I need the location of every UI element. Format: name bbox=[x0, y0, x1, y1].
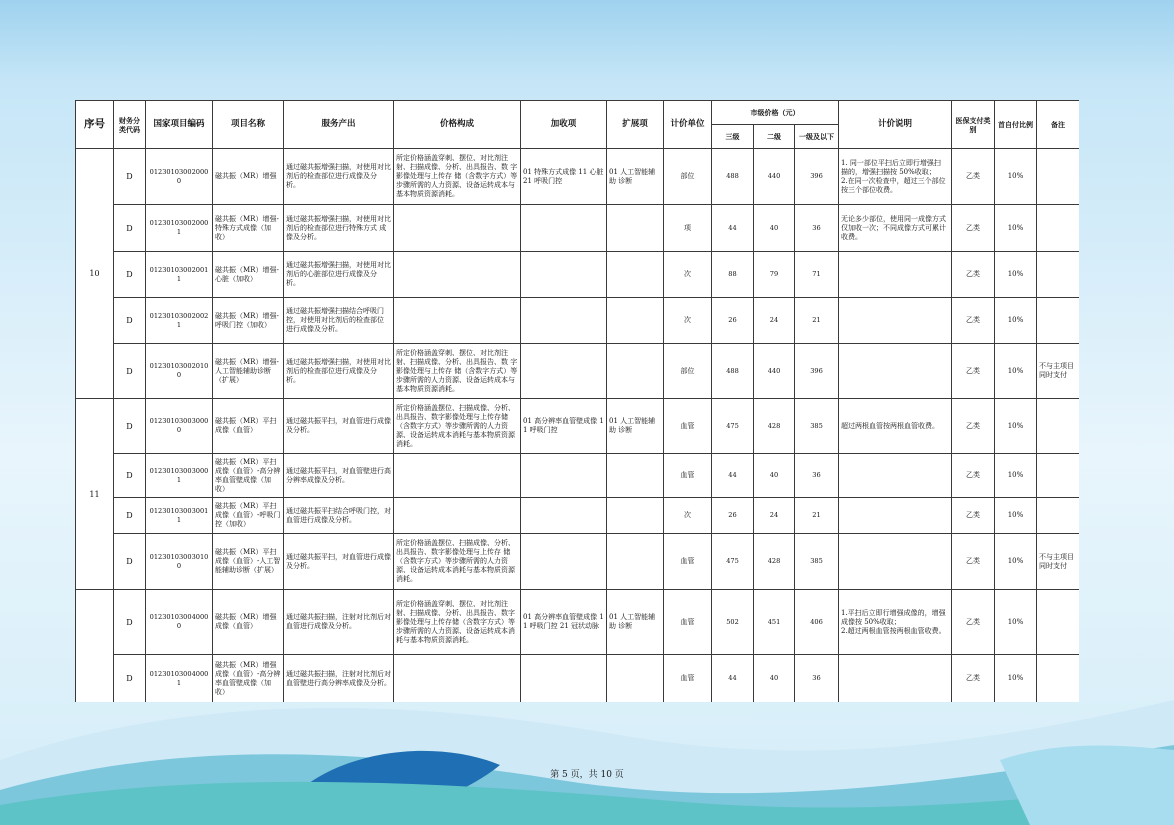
cell-insurance: 乙类 bbox=[952, 498, 995, 534]
cell-price-comp: 所定价格涵盖穿刺、摆位、对比剂注射、扫描成像、分析、出具报告、数 字影像处理与上传存 储（含数字方式）等步骤所需的人力资源、设备运转成本与基本物质资源消耗。 bbox=[394, 149, 521, 205]
cell-extension: 01 人工智能辅助 诊断 bbox=[607, 590, 664, 655]
seq-cell bbox=[76, 590, 114, 703]
cell-insurance: 乙类 bbox=[952, 298, 995, 344]
cell-fin-code: D bbox=[114, 590, 146, 655]
cell-extension bbox=[607, 252, 664, 298]
cell-pricing-note bbox=[839, 298, 952, 344]
price-table bbox=[75, 100, 1079, 702]
cell-fin-code: D bbox=[114, 454, 146, 498]
cell-price-comp bbox=[394, 498, 521, 534]
cell-service: 通过磁共振增强扫描，对使用对比剂后的心脏部位进行成像及分 析。 bbox=[284, 252, 394, 298]
cell-nat-code: 012301030020001 bbox=[146, 205, 213, 252]
cell-pricing-note bbox=[839, 454, 952, 498]
table-row bbox=[76, 252, 1080, 298]
cell-name: 磁共振（MR）增强-呼吸门控（加收） bbox=[213, 298, 284, 344]
cell-extension bbox=[607, 655, 664, 703]
cell-price-comp bbox=[394, 298, 521, 344]
price-table-sheet bbox=[75, 100, 1079, 702]
cell-nat-code: 012301030020021 bbox=[146, 298, 213, 344]
cell-remark bbox=[1037, 399, 1080, 454]
cell-self-ratio: 10% bbox=[995, 454, 1037, 498]
cell-unit: 血管 bbox=[664, 534, 712, 590]
cell-level1: 21 bbox=[795, 298, 839, 344]
cell-nat-code: 012301030040001 bbox=[146, 655, 213, 703]
cell-level3: 475 bbox=[712, 399, 754, 454]
cell-insurance: 乙类 bbox=[952, 205, 995, 252]
cell-pricing-note: 1.平扫后立即行增强成像的，增强成像按 50%收取； 2.超过两根血管按两根血管收费。 bbox=[839, 590, 952, 655]
cell-pricing-note bbox=[839, 534, 952, 590]
cell-name: 磁共振（MR）增强 bbox=[213, 149, 284, 205]
cell-fin-code: D bbox=[114, 344, 146, 399]
cell-remark bbox=[1037, 498, 1080, 534]
cell-extension bbox=[607, 454, 664, 498]
table-row bbox=[76, 454, 1080, 498]
cell-name: 磁共振（MR）增强成像（血管） bbox=[213, 590, 284, 655]
cell-service: 通过磁共振增强扫描结合呼吸门 控，对使用对比剂后的检查部位 进行成像及分析。 bbox=[284, 298, 394, 344]
cell-level1: 36 bbox=[795, 655, 839, 703]
cell-remark: 不与主项目同时支付 bbox=[1037, 534, 1080, 590]
header-surcharge: 加收项 bbox=[521, 101, 607, 149]
cell-level2: 40 bbox=[754, 205, 795, 252]
cell-unit: 次 bbox=[664, 252, 712, 298]
cell-level1: 36 bbox=[795, 454, 839, 498]
cell-nat-code: 012301030030001 bbox=[146, 454, 213, 498]
cell-surcharge bbox=[521, 498, 607, 534]
cell-nat-code: 012301030020011 bbox=[146, 252, 213, 298]
cell-nat-code: 012301030030011 bbox=[146, 498, 213, 534]
page-number: 第 5 页，共 10 页 bbox=[550, 770, 624, 780]
cell-fin-code: D bbox=[114, 399, 146, 454]
cell-level3: 488 bbox=[712, 149, 754, 205]
cell-name: 磁共振（MR）平扫成像（血管）-高分辨率血管壁成像（加收） bbox=[213, 454, 284, 498]
cell-level2: 440 bbox=[754, 344, 795, 399]
cell-self-ratio: 10% bbox=[995, 399, 1037, 454]
cell-self-ratio: 10% bbox=[995, 498, 1037, 534]
table-row bbox=[76, 149, 1080, 205]
cell-insurance: 乙类 bbox=[952, 149, 995, 205]
cell-service: 通过磁共振增强扫描，对使用对比剂后的检查部位进行成像及分 析。 bbox=[284, 149, 394, 205]
cell-remark bbox=[1037, 590, 1080, 655]
cell-service: 通过磁共振平扫，对血管进行成像及分析。 bbox=[284, 534, 394, 590]
cell-level1: 21 bbox=[795, 498, 839, 534]
cell-fin-code: D bbox=[114, 498, 146, 534]
cell-level1: 71 bbox=[795, 252, 839, 298]
cell-self-ratio: 10% bbox=[995, 298, 1037, 344]
header-service: 服务产出 bbox=[284, 101, 394, 149]
cell-insurance: 乙类 bbox=[952, 590, 995, 655]
cell-self-ratio: 10% bbox=[995, 655, 1037, 703]
cell-level3: 88 bbox=[712, 252, 754, 298]
cell-surcharge bbox=[521, 205, 607, 252]
cell-level1: 406 bbox=[795, 590, 839, 655]
cell-price-comp bbox=[394, 454, 521, 498]
cell-level3: 44 bbox=[712, 205, 754, 252]
cell-price-comp bbox=[394, 205, 521, 252]
cell-pricing-note bbox=[839, 655, 952, 703]
cell-unit: 部位 bbox=[664, 344, 712, 399]
cell-level3: 44 bbox=[712, 655, 754, 703]
cell-pricing-note bbox=[839, 498, 952, 534]
cell-unit: 次 bbox=[664, 298, 712, 344]
cell-price-comp: 所定价格涵盖摆位、扫描成像、分析、出具报告、数字影像处理与上传存储（含数字方式）等步骤所需的人力资源、设备运转成本消耗与基本物质资源消耗。 bbox=[394, 399, 521, 454]
cell-price-comp: 所定价格涵盖穿刺、摆位、对比剂注射、扫描成像、分析、出具报告、数字影像处理与上传存储（含数字方式）等步骤所需的人力资源、设备运转成本消耗与基本物质资源消耗。 bbox=[394, 590, 521, 655]
cell-level2: 79 bbox=[754, 252, 795, 298]
cell-unit: 部位 bbox=[664, 149, 712, 205]
header-row-1 bbox=[76, 101, 1080, 125]
header-name: 项目名称 bbox=[213, 101, 284, 149]
cell-name: 磁共振（MR）平扫成像（血管） bbox=[213, 399, 284, 454]
cell-insurance: 乙类 bbox=[952, 399, 995, 454]
cell-level3: 26 bbox=[712, 298, 754, 344]
cell-nat-code: 012301030040000 bbox=[146, 590, 213, 655]
cell-service: 通过磁共振增强扫描，对使用对比剂后的检查部位进行成像及分 析。 bbox=[284, 344, 394, 399]
cell-fin-code: D bbox=[114, 298, 146, 344]
cell-level1: 385 bbox=[795, 399, 839, 454]
cell-surcharge bbox=[521, 655, 607, 703]
cell-level1: 385 bbox=[795, 534, 839, 590]
cell-unit: 血管 bbox=[664, 399, 712, 454]
cell-remark bbox=[1037, 298, 1080, 344]
cell-service: 通过磁共振平扫，对血管进行成像及分析。 bbox=[284, 399, 394, 454]
cell-insurance: 乙类 bbox=[952, 252, 995, 298]
cell-unit: 血管 bbox=[664, 655, 712, 703]
cell-level3: 475 bbox=[712, 534, 754, 590]
table-row bbox=[76, 534, 1080, 590]
cell-self-ratio: 10% bbox=[995, 590, 1037, 655]
cell-surcharge bbox=[521, 298, 607, 344]
cell-service: 通过磁共振平扫，对血管壁进行高分辨率成像及分析。 bbox=[284, 454, 394, 498]
cell-level2: 440 bbox=[754, 149, 795, 205]
cell-remark bbox=[1037, 655, 1080, 703]
wave-right-light bbox=[1000, 746, 1174, 825]
cell-surcharge: 01 特殊方式成像 11 心脏 21 呼吸门控 bbox=[521, 149, 607, 205]
cell-extension bbox=[607, 498, 664, 534]
header-unit: 计价单位 bbox=[664, 101, 712, 149]
cell-surcharge bbox=[521, 252, 607, 298]
table-row bbox=[76, 344, 1080, 399]
cell-nat-code: 012301030030100 bbox=[146, 534, 213, 590]
cell-surcharge bbox=[521, 344, 607, 399]
cell-level3: 44 bbox=[712, 454, 754, 498]
cell-level1: 396 bbox=[795, 149, 839, 205]
cell-surcharge bbox=[521, 454, 607, 498]
cell-level3: 26 bbox=[712, 498, 754, 534]
cell-level2: 24 bbox=[754, 498, 795, 534]
table-row bbox=[76, 399, 1080, 454]
cell-pricing-note: 无论多少部位，使用同一成像方式仅加收一次；不同成像方式可累计收费。 bbox=[839, 205, 952, 252]
cell-nat-code: 012301030020100 bbox=[146, 344, 213, 399]
cell-pricing-note: 1. 同一部位平扫后立即行增强扫 描的，增强扫描按 50%收取； 2.在同一次检查中，超过三个部位按三个部位收费。 bbox=[839, 149, 952, 205]
table-row bbox=[76, 498, 1080, 534]
table-row bbox=[76, 298, 1080, 344]
header-level2: 二级 bbox=[754, 125, 795, 149]
cell-surcharge bbox=[521, 534, 607, 590]
cell-pricing-note: 超过两根血管按两根血管收费。 bbox=[839, 399, 952, 454]
cell-insurance: 乙类 bbox=[952, 344, 995, 399]
header-price-comp: 价格构成 bbox=[394, 101, 521, 149]
cell-extension bbox=[607, 205, 664, 252]
cell-pricing-note bbox=[839, 344, 952, 399]
table-row bbox=[76, 655, 1080, 703]
cell-level2: 428 bbox=[754, 534, 795, 590]
cell-price-comp: 所定价格涵盖摆位、扫描成像、分析、出具报告、数字影像处理与上传存 储（含数字方式）等步骤所需的人力资源、设备运转成本消耗与基本物质资源消耗。 bbox=[394, 534, 521, 590]
cell-fin-code: D bbox=[114, 534, 146, 590]
seq-cell: 10 bbox=[76, 149, 114, 399]
cell-level3: 488 bbox=[712, 344, 754, 399]
header-extension: 扩展项 bbox=[607, 101, 664, 149]
header-remark: 备注 bbox=[1037, 101, 1080, 149]
cell-extension bbox=[607, 534, 664, 590]
cell-pricing-note bbox=[839, 252, 952, 298]
table-row bbox=[76, 205, 1080, 252]
cell-surcharge: 01 高分辨率血管壁成像 11 呼吸门控 21 冠状动脉 bbox=[521, 590, 607, 655]
cell-remark: 不与主项目同时支付 bbox=[1037, 344, 1080, 399]
cell-nat-code: 012301030020000 bbox=[146, 149, 213, 205]
cell-name: 磁共振（MR）增强-特殊方式成像（加收） bbox=[213, 205, 284, 252]
cell-price-comp bbox=[394, 655, 521, 703]
cell-nat-code: 012301030030000 bbox=[146, 399, 213, 454]
cell-service: 通过磁共振扫描，注射对比剂后对血管壁进行高分辨率成像及分析。 bbox=[284, 655, 394, 703]
cell-price-comp bbox=[394, 252, 521, 298]
cell-level2: 24 bbox=[754, 298, 795, 344]
cell-service: 通过磁共振平扫结合呼吸门控，对血管进行成像及分析。 bbox=[284, 498, 394, 534]
header-nat-code: 国家项目编码 bbox=[146, 101, 213, 149]
header-pricing-note: 计价说明 bbox=[839, 101, 952, 149]
cell-price-comp: 所定价格涵盖穿刺、摆位、对比剂注射、扫描成像、分析、出具报告、数 字影像处理与上传存 储（含数字方式）等步骤所需的人力资源、设备运转成本与基本物质资源消耗。 bbox=[394, 344, 521, 399]
header-self-ratio: 首自付比例 bbox=[995, 101, 1037, 149]
cell-name: 磁共振（MR）增强-人工智能辅助诊断（扩展） bbox=[213, 344, 284, 399]
header-market-price: 市级价格（元） bbox=[712, 101, 839, 125]
cell-remark bbox=[1037, 252, 1080, 298]
cell-unit: 血管 bbox=[664, 590, 712, 655]
cell-extension: 01 人工智能辅助 诊断 bbox=[607, 399, 664, 454]
cell-insurance: 乙类 bbox=[952, 655, 995, 703]
cell-level1: 36 bbox=[795, 205, 839, 252]
cell-insurance: 乙类 bbox=[952, 454, 995, 498]
cell-level3: 502 bbox=[712, 590, 754, 655]
cell-service: 通过磁共振增强扫描，对使用对比剂后的检查部位进行特殊方式 成像及分析。 bbox=[284, 205, 394, 252]
cell-level2: 451 bbox=[754, 590, 795, 655]
cell-remark bbox=[1037, 454, 1080, 498]
cell-fin-code: D bbox=[114, 252, 146, 298]
cell-name: 磁共振（MR）平扫成像（血管）-人工智能辅助诊断（扩展） bbox=[213, 534, 284, 590]
cell-service: 通过磁共振扫描，注射对比剂后对血管进行成像及分析。 bbox=[284, 590, 394, 655]
cell-level2: 40 bbox=[754, 454, 795, 498]
cell-remark bbox=[1037, 149, 1080, 205]
cell-name: 磁共振（MR）平扫成像（血管）-呼吸门控（加收） bbox=[213, 498, 284, 534]
cell-insurance: 乙类 bbox=[952, 534, 995, 590]
cell-remark bbox=[1037, 205, 1080, 252]
header-level3: 三级 bbox=[712, 125, 754, 149]
cell-fin-code: D bbox=[114, 149, 146, 205]
cell-unit: 血管 bbox=[664, 454, 712, 498]
cell-extension bbox=[607, 344, 664, 399]
header-insurance: 医保支付类别 bbox=[952, 101, 995, 149]
cell-self-ratio: 10% bbox=[995, 205, 1037, 252]
cell-unit: 项 bbox=[664, 205, 712, 252]
cell-self-ratio: 10% bbox=[995, 344, 1037, 399]
cell-fin-code: D bbox=[114, 205, 146, 252]
table-row bbox=[76, 590, 1080, 655]
cell-name: 磁共振（MR）增强-心脏（加收） bbox=[213, 252, 284, 298]
cell-level1: 396 bbox=[795, 344, 839, 399]
header-fin-code: 财务分类代码 bbox=[114, 101, 146, 149]
cell-self-ratio: 10% bbox=[995, 252, 1037, 298]
cell-self-ratio: 10% bbox=[995, 149, 1037, 205]
cell-extension bbox=[607, 298, 664, 344]
cell-extension: 01 人工智能辅助 诊断 bbox=[607, 149, 664, 205]
cell-level2: 40 bbox=[754, 655, 795, 703]
cell-name: 磁共振（MR）增强成像（血管）-高分辨率血管壁成像（加收） bbox=[213, 655, 284, 703]
seq-cell: 11 bbox=[76, 399, 114, 590]
cell-level2: 428 bbox=[754, 399, 795, 454]
cell-unit: 次 bbox=[664, 498, 712, 534]
cell-fin-code: D bbox=[114, 655, 146, 703]
cell-surcharge: 01 高分辨率血管壁成像 11 呼吸门控 bbox=[521, 399, 607, 454]
header-seq: 序号 bbox=[76, 101, 114, 149]
cell-self-ratio: 10% bbox=[995, 534, 1037, 590]
header-level1: 一级及以下 bbox=[795, 125, 839, 149]
